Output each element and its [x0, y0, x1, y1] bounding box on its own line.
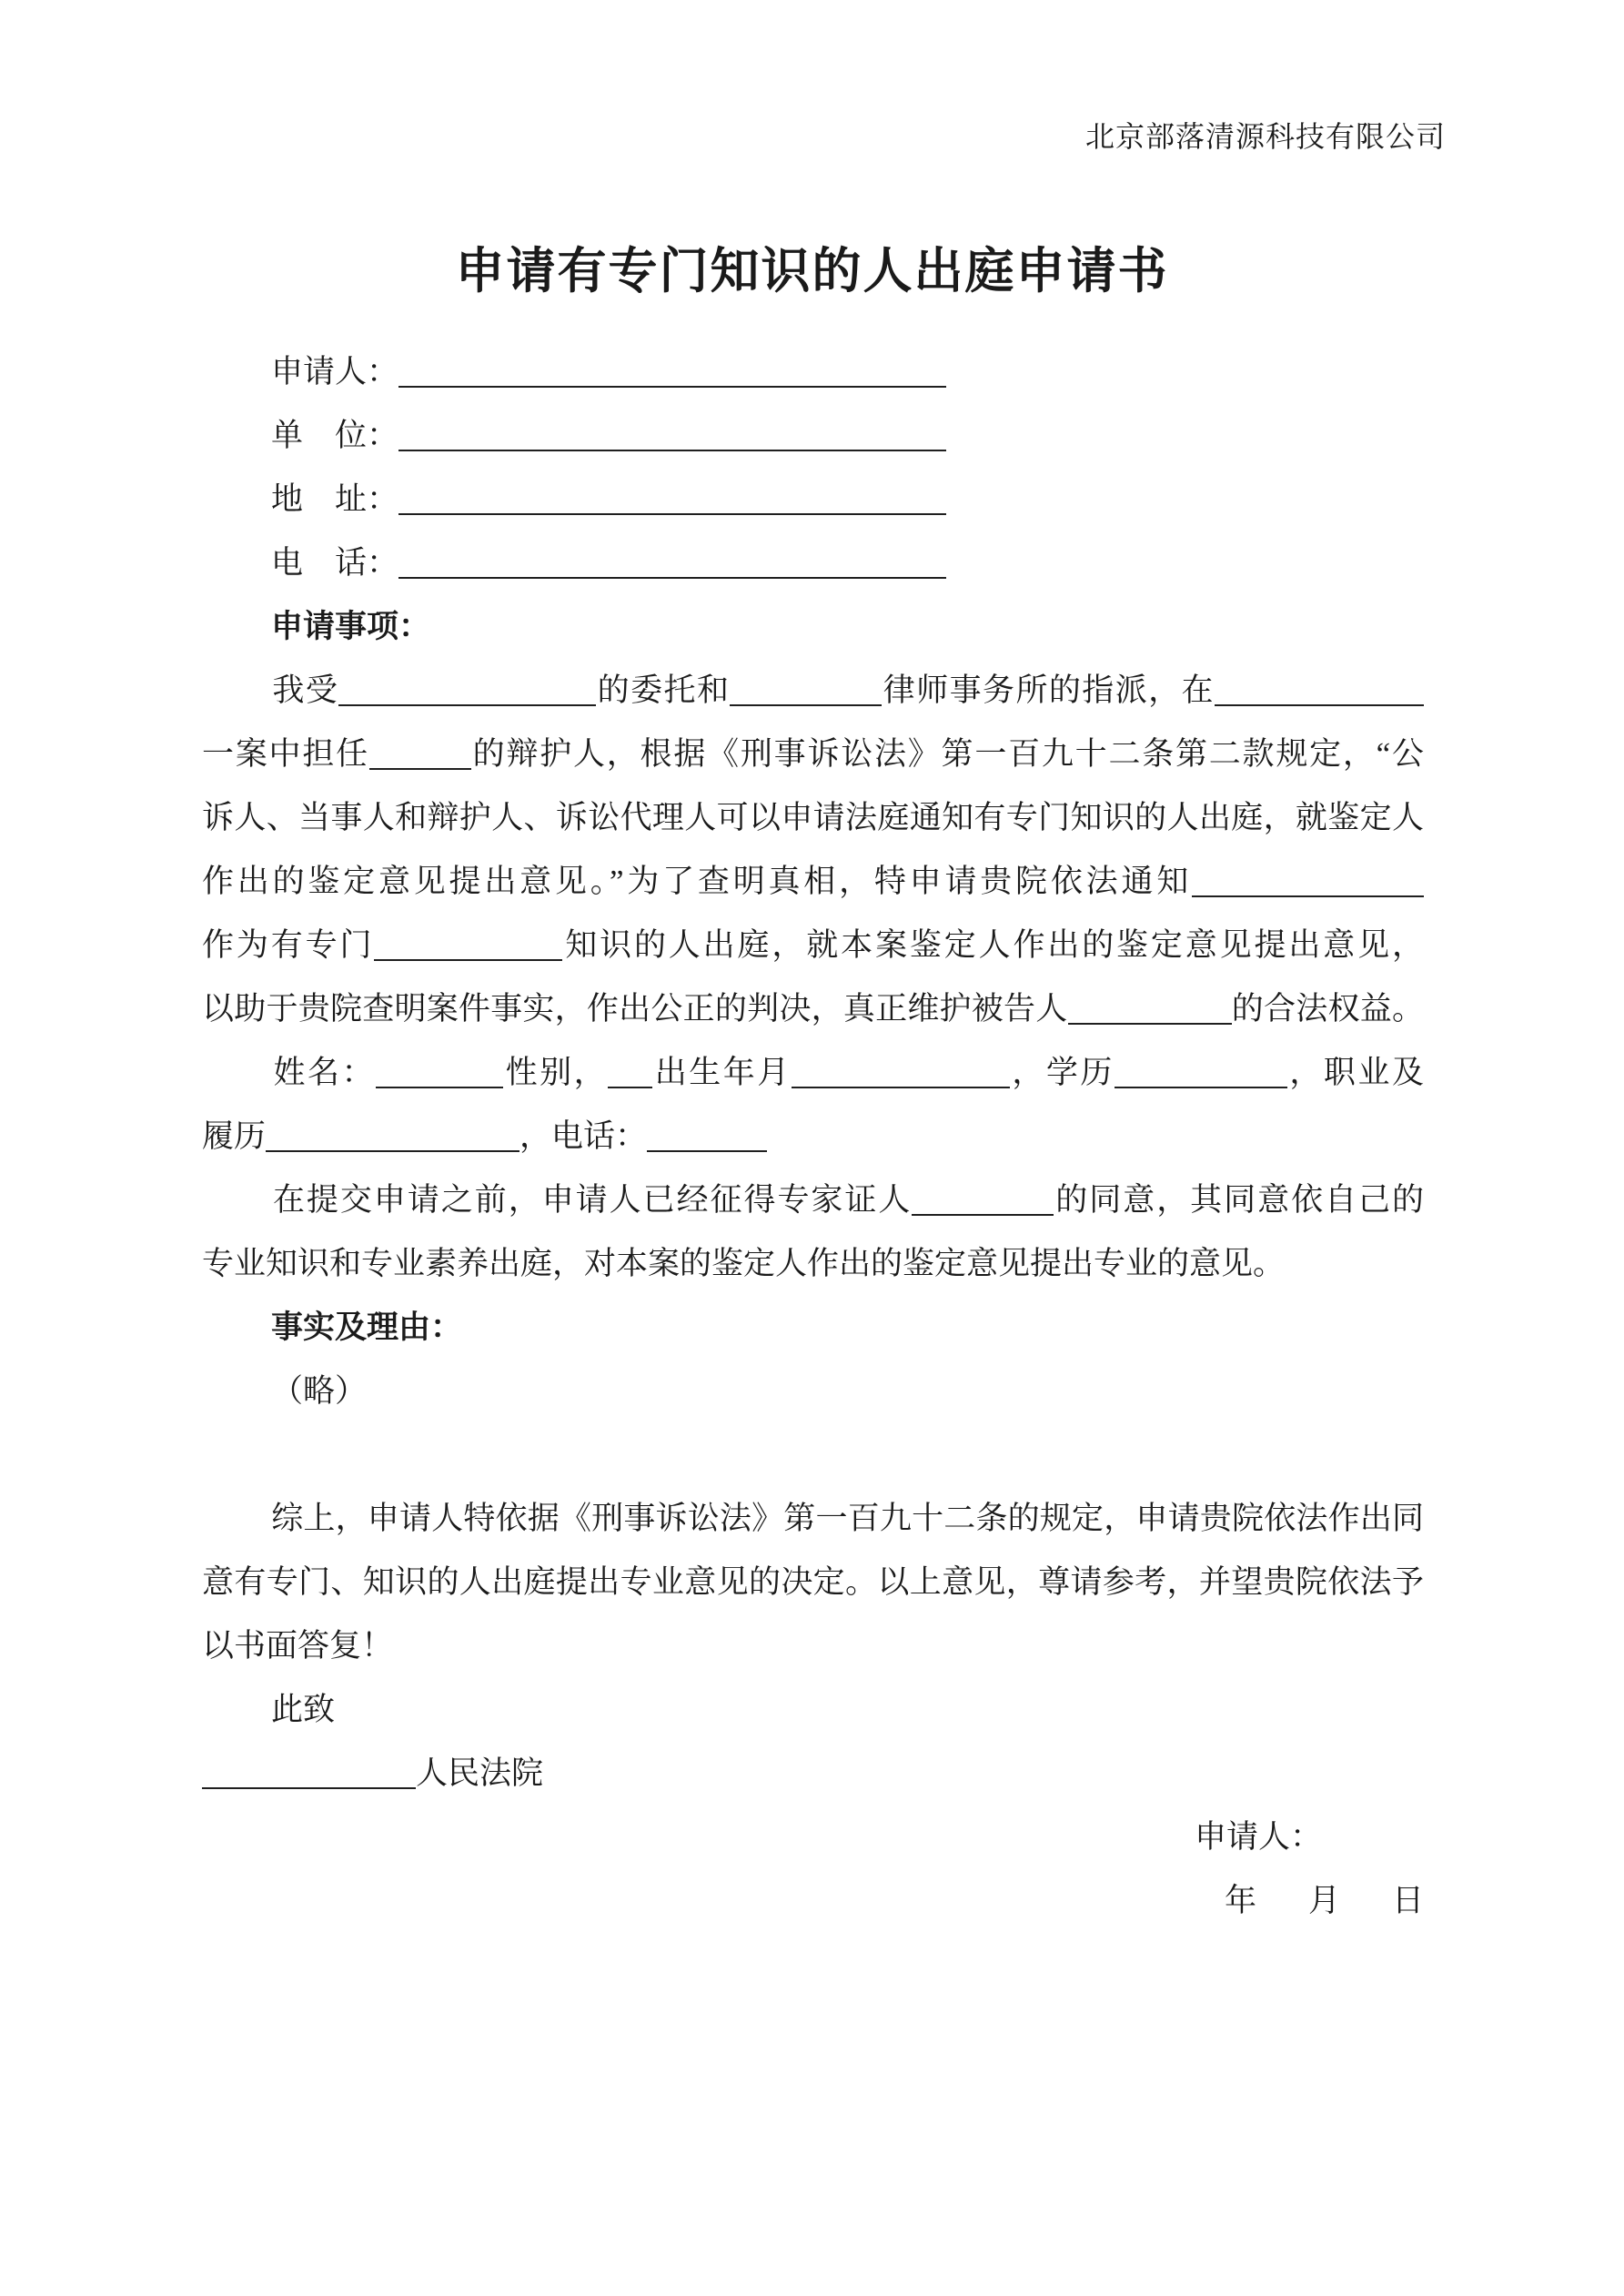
blank-underline [1192, 895, 1424, 897]
company-name: 北京部落清源科技有限公司 [1084, 120, 1446, 153]
body-text: 综上，申请人特依据《刑事诉讼法》第一百九十二条的规定，申请贵院依法作出同 [271, 1501, 1424, 1536]
body-text: 一案中担任 [202, 736, 369, 772]
body-text: ，职业及 [1286, 1055, 1424, 1090]
facts-placeholder: （略） [271, 1373, 368, 1409]
unit-field-label: 单 位： [271, 418, 399, 453]
body-text: 我受 [271, 673, 339, 708]
unit-blank-line [398, 450, 946, 451]
blank-underline [266, 1150, 519, 1152]
body-line-6 [202, 977, 1424, 1041]
blank-underline [376, 1087, 503, 1088]
conclusion-line-2 [202, 1551, 1424, 1614]
court-label: 人民法院 [416, 1755, 544, 1791]
body-text: 履历 [202, 1118, 267, 1154]
items-heading-row [202, 595, 1424, 659]
body-text: 姓名： [271, 1055, 377, 1090]
document-title: 申请有专门知识的人出庭申请书 [455, 244, 1169, 298]
phone-blank-line [398, 577, 946, 579]
body-text: 的委托和 [596, 673, 731, 708]
body-text: 作为有专门 [202, 927, 375, 963]
body-line-4 [202, 850, 1424, 914]
items-heading: 申请事项： [271, 609, 431, 644]
blank-underline [338, 704, 596, 706]
applicant-blank-line [398, 386, 946, 388]
body-text: 出生年月 [652, 1055, 792, 1090]
facts-heading-row [202, 1296, 1424, 1360]
blank-underline [912, 1214, 1054, 1216]
consent-line-1 [202, 1168, 1424, 1232]
body-text: 的同意，其同意依自己的 [1054, 1182, 1424, 1218]
body-line-2 [202, 723, 1424, 786]
body-text: 的合法权益。 [1231, 991, 1424, 1027]
body-text: 专业知识和专业素养出庭，对本案的鉴定人作出的鉴定意见提出专业的意见。 [202, 1246, 1286, 1281]
blank-underline [1115, 1087, 1287, 1088]
facts-heading: 事实及理由： [271, 1310, 463, 1345]
body-text: 律师事务所的指派，在 [882, 673, 1215, 708]
applicant-field-label: 申请人： [271, 354, 399, 389]
body-text: ，电话： [519, 1118, 648, 1154]
signature-label: 申请人： [1194, 1819, 1322, 1855]
blank-underline [374, 959, 562, 961]
date-row [202, 1869, 1424, 1933]
address-field-label: 地 址： [271, 481, 399, 517]
body-text: 的辩护人，根据《刑事诉讼法》第一百九十二条第二款规定，“公 [470, 736, 1424, 772]
body-text: 性别， [503, 1055, 609, 1090]
blank-underline [647, 1150, 767, 1152]
blank-row [202, 1423, 1424, 1487]
blank-underline [608, 1087, 652, 1088]
body-line-3 [202, 786, 1424, 850]
court-row [202, 1742, 1424, 1805]
conclusion-line-1 [202, 1487, 1424, 1551]
consent-line-2 [202, 1232, 1424, 1296]
blank-underline [1215, 704, 1424, 706]
salutation: 此致 [271, 1692, 336, 1727]
expert-info-line-2 [202, 1105, 1424, 1168]
facts-body-row [202, 1360, 1424, 1423]
phone-field-row [202, 531, 1424, 595]
address-field-row [202, 468, 1424, 531]
blank-underline [730, 704, 882, 706]
body-text: 以书面答复！ [202, 1628, 394, 1664]
blank-underline [1068, 1023, 1232, 1025]
body-text: 诉人、当事人和辩护人、诉讼代理人可以申请法庭通知有专门知识的人出庭，就鉴定人 [202, 800, 1424, 835]
body-line-5 [202, 914, 1424, 977]
address-blank-line [398, 513, 946, 515]
expert-info-line-1 [202, 1041, 1424, 1105]
body-text: 知识的人出庭，就本案鉴定人作出的鉴定意见提出意见， [562, 927, 1424, 963]
body-text: 以助于贵院查明案件事实，作出公正的判决，真正维护被告人 [202, 991, 1068, 1027]
blank-underline [792, 1087, 1010, 1088]
blank-underline [369, 768, 471, 770]
court-name-blank [202, 1787, 416, 1789]
conclusion-line-3 [202, 1614, 1424, 1678]
unit-field-row [202, 404, 1424, 468]
body-text: 在提交申请之前，申请人已经征得专家证人 [271, 1182, 913, 1218]
applicant-field-row [202, 340, 1424, 404]
body-text: 意有专门、知识的人出庭提出专业意见的决定。以上意见，尊请参考，并望贵院依法予 [202, 1564, 1424, 1600]
salutation-row [202, 1678, 1424, 1742]
date-year-label: 年 [1224, 1883, 1256, 1918]
signature-row [202, 1805, 1424, 1869]
body-text: ，学历 [1009, 1055, 1115, 1090]
phone-field-label: 电 话： [271, 545, 399, 581]
body-text: 作出的鉴定意见提出意见。”为了查明真相，特申请贵院依法通知 [202, 864, 1192, 899]
document-body [202, 340, 1424, 1933]
date-month-label: 月 [1307, 1883, 1340, 1918]
body-line-1 [202, 659, 1424, 723]
date-day-label: 日 [1391, 1883, 1424, 1918]
